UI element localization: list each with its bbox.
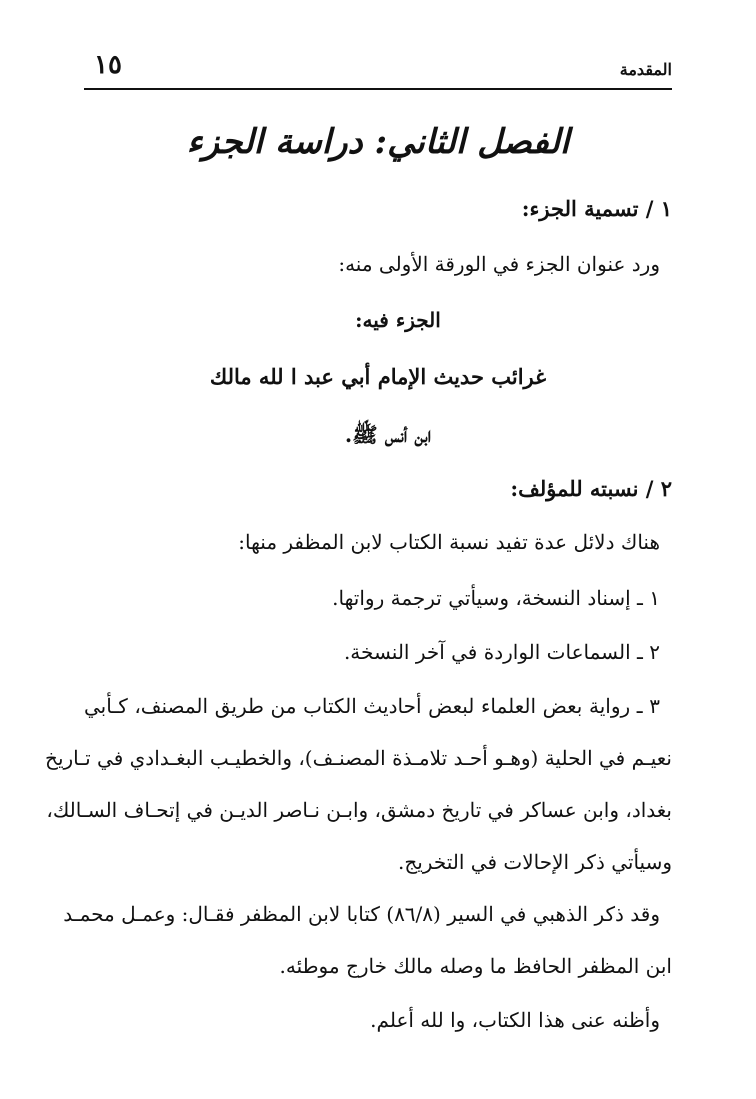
evidence-item-3-line-4: وسيأتي ذكر الإحالات في التخريج. bbox=[397, 850, 672, 874]
chapter-title: الفصل الثاني: دراسة الجزء bbox=[186, 122, 570, 162]
evidence-item-2: ٢ ـ السماعات الواردة في آخر النسخة. bbox=[343, 640, 660, 664]
book-title-line-2: ابن أنس ﷺ. bbox=[344, 422, 432, 447]
dhahabi-note-line-2: ابن المظفر الحافظ ما وصله مالك خارج موطئه. bbox=[279, 954, 672, 978]
running-header bbox=[84, 50, 672, 86]
section2-intro: هناك دلائل عدة تفيد نسبة الكتاب لابن المظفر منها: bbox=[238, 530, 660, 554]
evidence-item-1: ١ ـ إسناد النسخة، وسيأتي ترجمة رواتها. bbox=[332, 586, 660, 610]
evidence-item-3-line-3: بغداد، وابن عساكر في تاريخ دمشق، وابـن نـاصر الديـن في إتحـاف السـالك، bbox=[46, 798, 672, 822]
header-divider bbox=[84, 88, 672, 90]
section1-heading: ١ / تسمية الجزء: bbox=[521, 196, 672, 221]
evidence-item-3-line-2: نعيـم في الحلية (وهـو أحـد تلامـذة المصنـف)، والخطيـب البغـدادي في تـاريخ bbox=[45, 746, 672, 770]
dhahabi-note-line-1: وقد ذكر الذهبي في السير (٨٦/٨) كتابا لابن المظفر فقـال: وعمـل محمـد bbox=[63, 902, 660, 926]
running-header-section-title: المقدمة bbox=[619, 60, 672, 79]
closing-remark: وأظنه عنى هذا الكتاب، وا لله أعلم. bbox=[370, 1008, 660, 1032]
book-title-line-1: غرائب حديث الإمام أبي عبد ا لله مالك bbox=[209, 364, 547, 389]
book-title-label: الجزء فيه: bbox=[355, 308, 441, 332]
section1-intro: ورد عنوان الجزء في الورقة الأولى منه: bbox=[338, 252, 660, 276]
section2-heading: ٢ / نسبته للمؤلف: bbox=[510, 476, 672, 501]
page-number: ١٥ bbox=[94, 50, 122, 80]
evidence-item-3-line-1: ٣ ـ رواية بعض العلماء لبعض أحاديث الكتاب من طريق المصنف، كـأبي bbox=[84, 694, 660, 718]
